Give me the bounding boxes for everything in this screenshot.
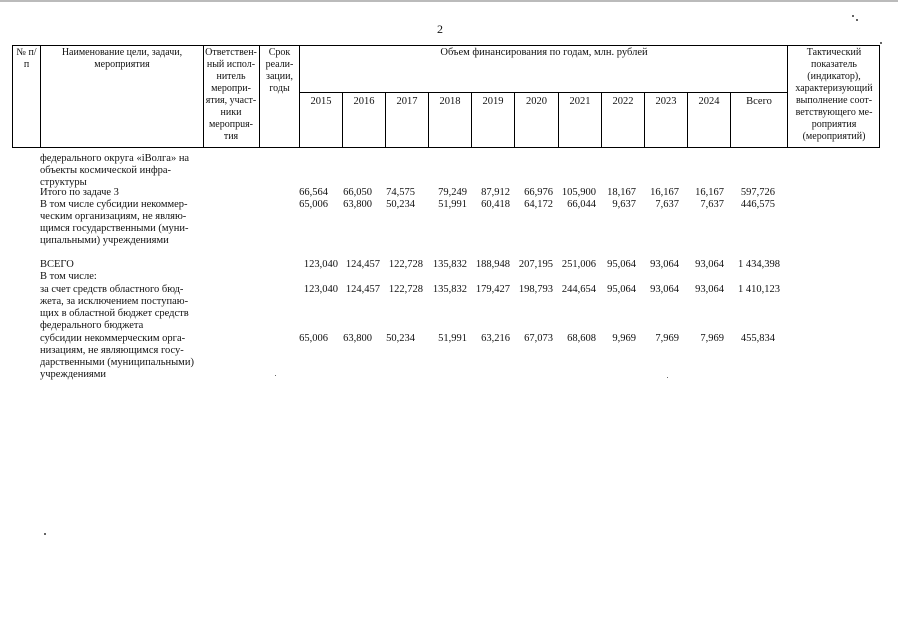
cell-value: 87,912 <box>481 187 510 198</box>
header-top-line <box>12 45 880 46</box>
cell-value-total: 446,575 <box>740 199 775 210</box>
cell-value: 123,040 <box>303 259 338 270</box>
cell-value-total: 1 410,123 <box>738 284 780 295</box>
scan-speck <box>852 15 854 17</box>
year-header: 2022 <box>612 96 634 107</box>
cell-value: 67,073 <box>524 333 553 344</box>
scan-speck <box>880 42 882 44</box>
cell-value: 16,167 <box>695 187 724 198</box>
cell-value: 50,234 <box>386 333 415 344</box>
header-left-line <box>12 45 13 148</box>
col-sep <box>40 45 41 148</box>
year-header: 2019 <box>482 96 504 107</box>
cell-value: 9,969 <box>612 333 636 344</box>
cell-value: 251,006 <box>561 259 596 270</box>
cell-value: 105,900 <box>561 187 596 198</box>
cell-value: 124,457 <box>345 284 380 295</box>
scan-speck <box>856 19 858 21</box>
year-header: 2016 <box>353 96 375 107</box>
cell-value: 122,728 <box>388 284 423 295</box>
cell-value: 66,044 <box>567 199 596 210</box>
cell-value: 244,654 <box>561 284 596 295</box>
cell-value: 79,249 <box>438 187 467 198</box>
row-name: ВСЕГО <box>40 259 74 270</box>
row-name: В том числе: <box>40 271 97 282</box>
cell-value: 95,064 <box>607 284 636 295</box>
cell-value: 65,006 <box>299 199 328 210</box>
year-header: 2017 <box>396 96 418 107</box>
cell-value: 63,800 <box>343 199 372 210</box>
years-line <box>299 92 788 93</box>
cell-value: 66,564 <box>299 187 328 198</box>
cell-value: 135,832 <box>432 259 467 270</box>
year-header: 2015 <box>310 96 332 107</box>
cell-value-total: 597,726 <box>740 187 775 198</box>
cell-value: 93,064 <box>650 259 679 270</box>
cell-value: 7,637 <box>700 199 724 210</box>
header-term: Срок реали-зации, годы <box>265 47 294 94</box>
header-name: Наименование цели, задачи, мероприятия <box>61 47 183 70</box>
year-header-total: Всего <box>746 96 772 107</box>
cell-value: 9,637 <box>612 199 636 210</box>
cell-value: 65,006 <box>299 333 328 344</box>
cell-value: 7,969 <box>655 333 679 344</box>
cell-value-total: 455,834 <box>740 333 775 344</box>
cell-value: 63,216 <box>481 333 510 344</box>
cell-value: 207,195 <box>518 259 553 270</box>
page-number: 2 <box>437 22 443 36</box>
header-funding: Объем финансирования по годам, млн. рублей <box>440 47 648 58</box>
header-bottom-line <box>12 147 880 148</box>
cell-value: 95,064 <box>607 259 636 270</box>
cell-value: 66,050 <box>343 187 372 198</box>
col-sep <box>259 45 260 148</box>
cell-value: 93,064 <box>650 284 679 295</box>
year-header: 2020 <box>526 96 547 107</box>
cell-value: 188,948 <box>475 259 510 270</box>
cell-value: 60,418 <box>481 199 510 210</box>
cell-value: 123,040 <box>303 284 338 295</box>
cell-value: 122,728 <box>388 259 423 270</box>
cell-value: 74,575 <box>386 187 415 198</box>
cell-value: 16,167 <box>650 187 679 198</box>
top-border <box>0 0 898 2</box>
cell-value: 7,969 <box>700 333 724 344</box>
col-sep <box>787 45 788 148</box>
cell-value: 198,793 <box>518 284 553 295</box>
table-header <box>12 45 880 148</box>
row-name: В том числе субсидии некоммер-ческим организациям, не являю-щимся государственными (муни-ципальными) учреждениями <box>40 199 189 246</box>
row-name: за счет средств областного бюд-жета, за исключением поступаю-щих в областной бюджет средств федерального бюджета <box>40 284 189 331</box>
header-indicator: Тактический показатель (индикатор), характеризующий выполнение соот-ветствующего ме-роприятия (мероприятий) <box>795 47 873 142</box>
scan-speck <box>667 377 668 378</box>
header-right-line <box>879 45 880 148</box>
cell-value: 179,427 <box>475 284 510 295</box>
cell-value: 124,457 <box>345 259 380 270</box>
cell-value: 51,991 <box>438 199 467 210</box>
cell-value: 63,800 <box>343 333 372 344</box>
cell-value: 18,167 <box>607 187 636 198</box>
year-header: 2023 <box>655 96 677 107</box>
year-header: 2024 <box>698 96 720 107</box>
col-sep <box>203 45 204 148</box>
row-name: субсидии некоммерческим орга-низациям, не являющимся госу-дарственными (муниципальными) учреждениями <box>40 333 194 380</box>
scan-speck <box>275 375 276 376</box>
cell-value: 93,064 <box>695 259 724 270</box>
cell-value: 66,976 <box>524 187 553 198</box>
cell-value: 7,637 <box>655 199 679 210</box>
cell-value: 51,991 <box>438 333 467 344</box>
cell-value: 50,234 <box>386 199 415 210</box>
cell-value: 93,064 <box>695 284 724 295</box>
scan-speck <box>44 533 46 535</box>
cell-value: 135,832 <box>432 284 467 295</box>
header-responsible: Ответствен-ный испол-нитель меропри-ятия, участ-ники меропрuя-тия <box>205 47 257 142</box>
header-number: № п/п <box>16 47 37 70</box>
row-name: Итого по задаче 3 <box>40 187 119 198</box>
cell-value: 68,608 <box>567 333 596 344</box>
cell-value: 64,172 <box>524 199 553 210</box>
row-name: федерального округа «iВолга» на объекты космической инфра-структуры <box>40 153 190 188</box>
year-header: 2021 <box>569 96 591 107</box>
cell-value-total: 1 434,398 <box>738 259 780 270</box>
year-header: 2018 <box>439 96 461 107</box>
